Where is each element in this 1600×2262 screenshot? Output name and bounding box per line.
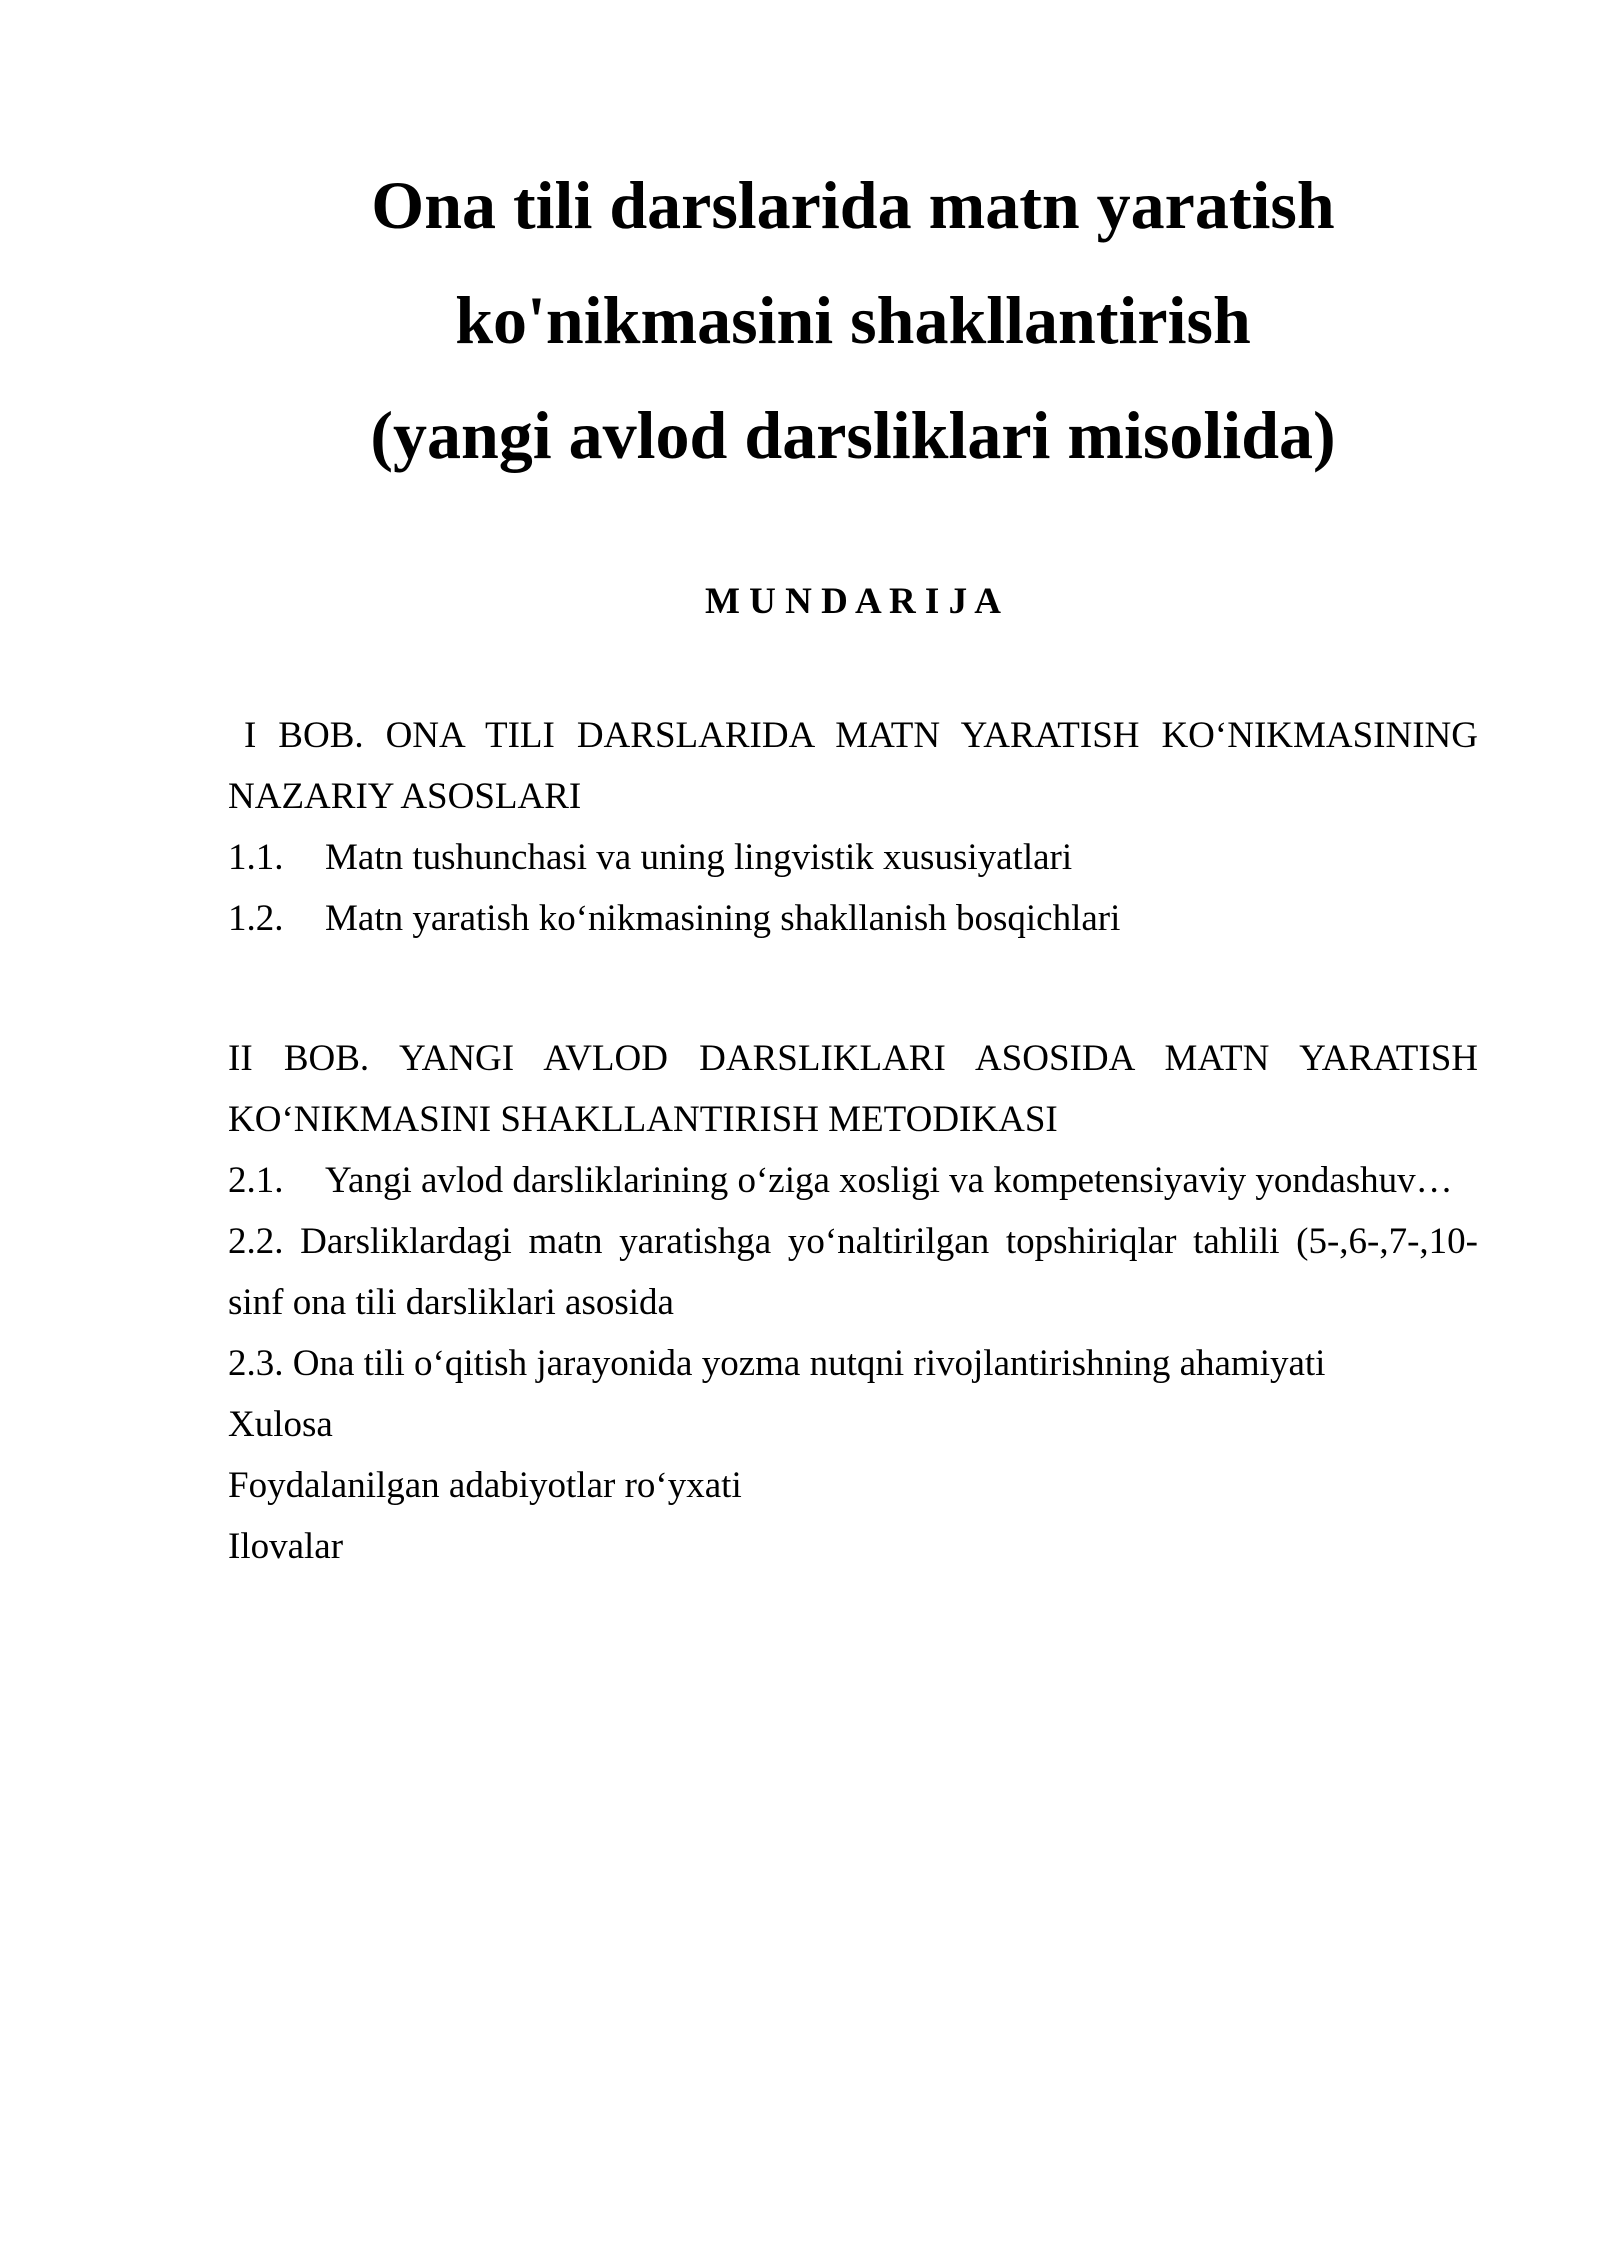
toc-chapter-1-line-1: I BOB. ONA TILI DARSLARIDA MATN YARATISH KO‘NIKMASINING [244, 715, 1478, 756]
toc-conclusion: Xulosa [228, 1404, 333, 1445]
toc-chapter-2-line-2: KO‘NIKMASINI SHAKLLANTIRISH METODIKASI [228, 1099, 1058, 1140]
toc-item-2-3: 2.3. Ona tili o‘qitish jarayonida yozma nutqni rivojlantirishning ahamiyati [228, 1343, 1326, 1384]
toc-chapter-2-line-1: II BOB. YANGI AVLOD DARSLIKLARI ASOSIDA MATN YARATISH [228, 1038, 1478, 1079]
toc-item-2-1-number: 2.1. [228, 1160, 284, 1201]
toc-appendices: Ilovalar [228, 1526, 344, 1567]
table-of-contents [228, 705, 1478, 1577]
toc-item-1-2-text: Matn yaratish ko‘nikmasining shakllanish bosqichlari [325, 898, 1121, 939]
toc-item-1-1-number: 1.1. [228, 837, 284, 878]
toc-heading: M U N D A R I J A [704, 581, 1002, 622]
toc-chapter-1-line-2: NAZARIY ASOSLARI [228, 776, 582, 817]
thesis-title-line-2: ko'nikmasini shakllantirish [455, 282, 1251, 358]
toc-item-2-1-text: Yangi avlod darsliklarining o‘ziga xosligi va kompetensiyaviy yondashuv… [325, 1160, 1453, 1201]
toc-item-2-1 [228, 1150, 1478, 1211]
toc-item-2-2-line-1: 2.2. Darsliklardagi matn yaratishga yo‘naltirilgan topshiriqlar tahlili (5-,6-,7-,10- [228, 1221, 1478, 1262]
toc-item-1-1-text: Matn tushunchasi va uning lingvistik xususiyatlari [325, 837, 1073, 878]
toc-item-1-2-number: 1.2. [228, 898, 284, 939]
toc-references: Foydalanilgan adabiyotlar ro‘yxati [228, 1465, 742, 1506]
toc-item-1-2 [228, 888, 1478, 949]
thesis-title-line-3: (yangi avlod darsliklari misolida) [370, 397, 1336, 473]
toc-item-2-2-line-2: sinf ona tili darsliklari asosida [228, 1282, 674, 1323]
thesis-title [228, 148, 1478, 493]
thesis-title-line-1: Ona tili darslarida matn yaratish [371, 167, 1335, 243]
toc-item-1-1 [228, 827, 1478, 888]
